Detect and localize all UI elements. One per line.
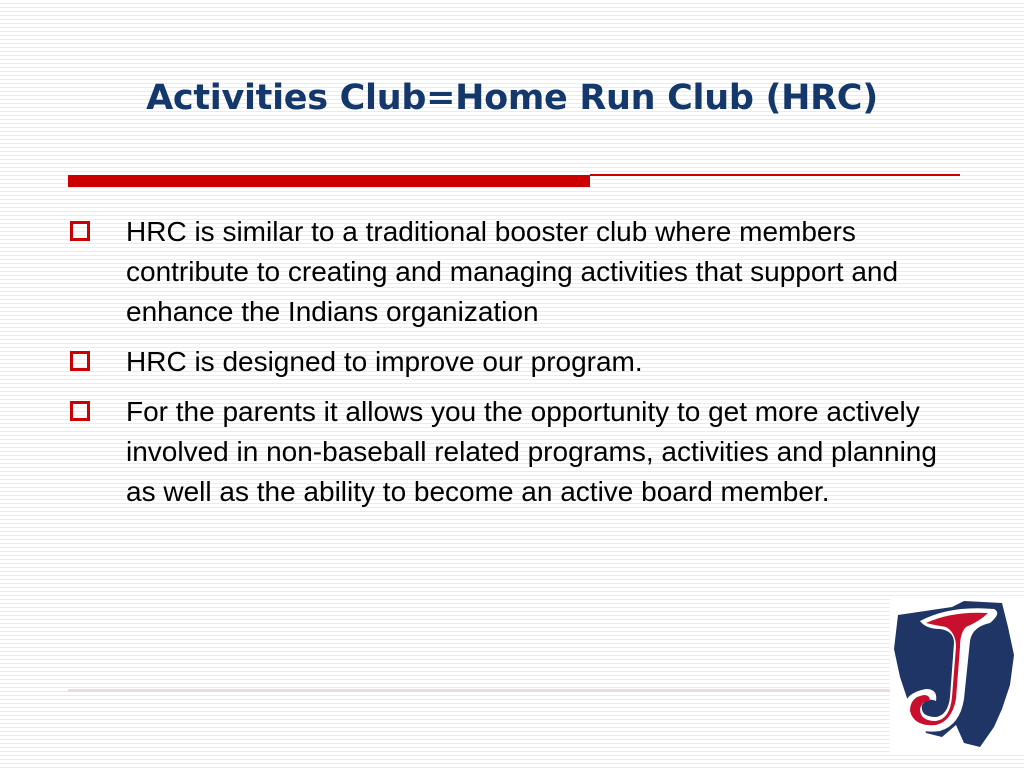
bullet-item xyxy=(66,392,946,512)
square-bullet-icon xyxy=(70,221,90,241)
square-bullet-icon xyxy=(70,351,90,371)
bullet-list xyxy=(66,212,946,522)
slide-title: Activities Club=Home Run Club (HRC) xyxy=(146,78,878,118)
bullet-text: HRC is designed to improve our program. xyxy=(126,346,643,377)
title-underline-thick xyxy=(68,175,590,187)
bullet-text: HRC is similar to a traditional booster club where members contribute to creating and managing activities that support and enhance the Indians organization xyxy=(126,216,899,327)
indians-logo-svg xyxy=(890,597,1024,752)
bullet-item xyxy=(66,212,946,332)
title-underline-thin xyxy=(590,174,960,176)
bullet-text: For the parents it allows you the opportunity to get more actively involved in non-baseball related programs, activities and planning as well as the ability to become an active board member. xyxy=(126,396,937,507)
square-bullet-icon xyxy=(70,401,90,421)
indians-logo-icon xyxy=(890,597,1024,752)
footer-divider xyxy=(68,689,890,692)
bullet-item xyxy=(66,342,946,382)
